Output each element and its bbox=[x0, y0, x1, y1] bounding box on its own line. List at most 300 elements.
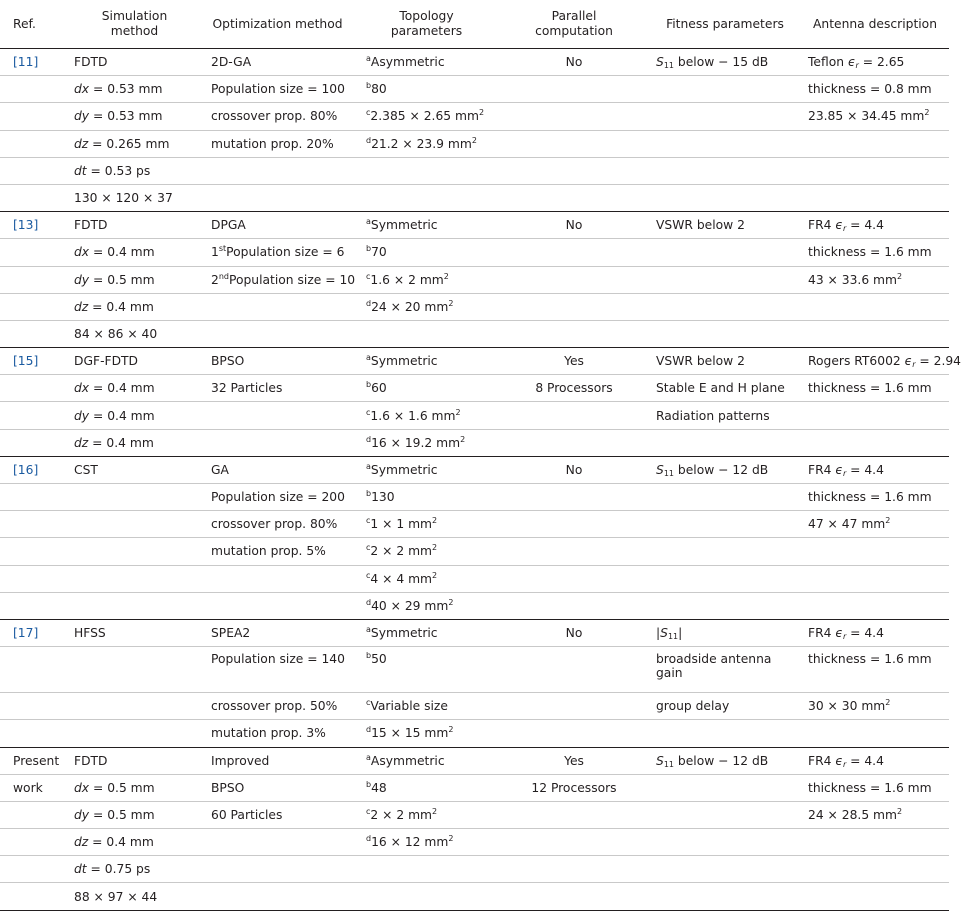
parallel-value: Yes bbox=[564, 753, 584, 768]
table-row bbox=[0, 76, 949, 103]
optimization-value: mutation prop. 3% bbox=[211, 726, 326, 741]
header-parallel-computation: Parallel computation bbox=[499, 0, 649, 49]
topology-cell bbox=[354, 883, 499, 910]
footnote-marker: d bbox=[366, 834, 372, 844]
simulation-value: FDTD bbox=[74, 55, 108, 70]
optimization-value: mutation prop. 5% bbox=[211, 544, 326, 559]
fitness-cell bbox=[649, 320, 801, 347]
ref-cell bbox=[0, 484, 68, 511]
ref-cell[interactable] bbox=[0, 619, 68, 646]
topology-value: 16 × 12 $mm^2$ bbox=[371, 834, 454, 850]
footnote-marker: c bbox=[366, 698, 371, 708]
fitness-cell bbox=[649, 103, 801, 130]
simulation-value: 130 × 120 × 37 bbox=[74, 191, 173, 206]
optimization-cell bbox=[201, 402, 354, 429]
topology-cell bbox=[354, 348, 499, 375]
table-row bbox=[0, 538, 949, 565]
header-simulation-method: Simulation method bbox=[68, 0, 201, 49]
simulation-cell bbox=[68, 212, 201, 239]
fitness-cell bbox=[649, 239, 801, 266]
parallel-cell bbox=[499, 157, 649, 184]
topology-cell bbox=[354, 103, 499, 130]
fitness-value: $S_{11}$ below − 12 dB bbox=[656, 753, 769, 769]
fitness-cell bbox=[649, 49, 801, 76]
table-row bbox=[0, 693, 949, 720]
topology-value: 2.385 × 2.65 $mm^2$ bbox=[370, 108, 485, 124]
table-row bbox=[0, 829, 949, 856]
topology-value: 15 × 15 $mm^2$ bbox=[371, 725, 454, 741]
simulation-value: dy = 0.4 mm bbox=[74, 408, 155, 423]
antenna-cell bbox=[801, 130, 949, 157]
topology-value: 2 × 2 $mm^2$ bbox=[370, 543, 438, 559]
antenna-value: 43 × 33.6 $mm^2$ bbox=[808, 271, 903, 287]
parallel-cell bbox=[499, 184, 649, 211]
table-row bbox=[0, 212, 949, 239]
footnote-marker: d bbox=[366, 434, 372, 444]
optimization-cell bbox=[201, 429, 354, 456]
simulation-value: HFSS bbox=[74, 626, 106, 641]
footnote-marker: b bbox=[366, 779, 372, 789]
header-fitness-parameters: Fitness parameters bbox=[649, 0, 801, 49]
simulation-value: dx = 0.53 mm bbox=[74, 82, 163, 97]
simulation-value: dx = 0.4 mm bbox=[74, 381, 155, 396]
antenna-cell bbox=[801, 693, 949, 720]
fitness-cell bbox=[649, 774, 801, 801]
fitness-value: broadside antenna gain bbox=[656, 652, 772, 681]
optimization-value: GA bbox=[211, 462, 229, 477]
antenna-cell bbox=[801, 375, 949, 402]
antenna-cell bbox=[801, 856, 949, 883]
simulation-cell bbox=[68, 619, 201, 646]
parallel-cell bbox=[499, 647, 649, 693]
optimization-cell bbox=[201, 293, 354, 320]
footnote-marker: c bbox=[366, 543, 371, 553]
footnote-marker: c bbox=[366, 516, 371, 526]
optimization-cell bbox=[201, 456, 354, 483]
topology-value: 2 × 2 $mm^2$ bbox=[370, 806, 438, 822]
fitness-value: VSWR below 2 bbox=[656, 218, 745, 233]
ref-cell bbox=[0, 157, 68, 184]
optimization-cell bbox=[201, 619, 354, 646]
parallel-cell bbox=[499, 829, 649, 856]
antenna-cell bbox=[801, 49, 949, 76]
table-row bbox=[0, 456, 949, 483]
footnote-marker: a bbox=[366, 353, 371, 363]
simulation-cell bbox=[68, 375, 201, 402]
fitness-cell bbox=[649, 511, 801, 538]
antenna-value: thickness = 1.6 mm bbox=[808, 490, 932, 505]
fitness-cell bbox=[649, 538, 801, 565]
topology-value: 130 bbox=[371, 490, 395, 505]
table-row bbox=[0, 565, 949, 592]
parallel-cell bbox=[499, 103, 649, 130]
topology-cell bbox=[354, 538, 499, 565]
fitness-cell bbox=[649, 720, 801, 747]
antenna-cell bbox=[801, 456, 949, 483]
parallel-cell bbox=[499, 856, 649, 883]
topology-cell bbox=[354, 511, 499, 538]
optimization-cell bbox=[201, 774, 354, 801]
antenna-cell bbox=[801, 266, 949, 293]
reference-link[interactable]: [17] bbox=[13, 626, 39, 641]
optimization-value: 60 Particles bbox=[211, 807, 283, 822]
topology-value: Symmetric bbox=[370, 354, 438, 369]
simulation-value: dt = 0.53 ps bbox=[74, 163, 151, 178]
optimization-value: DPGA bbox=[211, 218, 246, 233]
fitness-value: $S_{11}$ below − 15 dB bbox=[656, 55, 769, 71]
topology-value: 80 bbox=[371, 82, 387, 97]
antenna-value: FR4 $\epsilon_r = 4.4$ bbox=[808, 462, 884, 478]
fitness-cell bbox=[649, 456, 801, 483]
topology-cell bbox=[354, 76, 499, 103]
parallel-cell bbox=[499, 484, 649, 511]
optimization-cell bbox=[201, 484, 354, 511]
topology-cell bbox=[354, 429, 499, 456]
simulation-value: DGF-FDTD bbox=[74, 354, 139, 369]
footnote-marker: a bbox=[366, 461, 371, 471]
antenna-cell bbox=[801, 157, 949, 184]
antenna-cell bbox=[801, 239, 949, 266]
footnote-marker: c bbox=[366, 570, 371, 580]
ref-cell bbox=[0, 103, 68, 130]
antenna-cell bbox=[801, 103, 949, 130]
optimization-cell bbox=[201, 647, 354, 693]
parallel-cell bbox=[499, 774, 649, 801]
antenna-cell bbox=[801, 647, 949, 693]
optimization-cell bbox=[201, 239, 354, 266]
topology-value: Symmetric bbox=[370, 462, 438, 477]
optimization-value: mutation prop. 20% bbox=[211, 136, 334, 151]
footnote-marker: d bbox=[366, 597, 372, 607]
parallel-cell bbox=[499, 293, 649, 320]
topology-cell bbox=[354, 266, 499, 293]
reference-link[interactable]: [15] bbox=[13, 354, 39, 369]
optimization-cell bbox=[201, 592, 354, 619]
ref-cell bbox=[0, 883, 68, 910]
simulation-cell bbox=[68, 883, 201, 910]
simulation-value: dy = 0.53 mm bbox=[74, 109, 163, 124]
antenna-cell bbox=[801, 76, 949, 103]
table-row bbox=[0, 856, 949, 883]
topology-value: 16 × 19.2 $mm^2$ bbox=[371, 434, 466, 450]
topology-cell bbox=[354, 184, 499, 211]
ref-cell bbox=[0, 592, 68, 619]
ref-cell bbox=[0, 693, 68, 720]
antenna-cell bbox=[801, 348, 961, 375]
simulation-value: dy = 0.5 mm bbox=[74, 272, 155, 287]
table-row bbox=[0, 130, 949, 157]
optimization-cell bbox=[201, 266, 354, 293]
optimization-cell bbox=[201, 320, 354, 347]
optimization-value: 2D-GA bbox=[211, 55, 252, 70]
parallel-cell bbox=[499, 592, 649, 619]
header-antenna-description: Antenna description bbox=[801, 0, 949, 49]
topology-cell bbox=[354, 212, 499, 239]
parallel-cell bbox=[499, 883, 649, 910]
ref-cell bbox=[0, 511, 68, 538]
fitness-cell bbox=[649, 856, 801, 883]
antenna-value: thickness = 1.6 mm bbox=[808, 652, 932, 667]
ref-cell[interactable] bbox=[0, 456, 68, 483]
antenna-value: 30 × 30 $mm^2$ bbox=[808, 698, 891, 714]
footnote-marker: c bbox=[366, 407, 371, 417]
simulation-cell bbox=[68, 130, 201, 157]
parallel-value: 12 Processors bbox=[531, 780, 617, 795]
table-row bbox=[0, 157, 949, 184]
topology-value: 1.6 × 2 $mm^2$ bbox=[370, 271, 449, 287]
reference-link[interactable]: [11] bbox=[13, 55, 39, 70]
simulation-value: dz = 0.265 mm bbox=[74, 136, 170, 151]
topology-cell bbox=[354, 829, 499, 856]
simulation-value: dx = 0.5 mm bbox=[74, 780, 155, 795]
topology-value: Asymmetric bbox=[370, 753, 445, 768]
footnote-marker: d bbox=[366, 298, 372, 308]
optimization-cell bbox=[201, 883, 354, 910]
optimization-cell bbox=[201, 157, 354, 184]
footnote-marker: a bbox=[366, 54, 371, 64]
reference-link[interactable]: [13] bbox=[13, 218, 39, 233]
parallel-value: No bbox=[565, 462, 583, 477]
simulation-cell bbox=[68, 511, 201, 538]
topology-cell bbox=[354, 402, 499, 429]
fitness-cell bbox=[649, 829, 801, 856]
fitness-cell bbox=[649, 592, 801, 619]
optimization-cell bbox=[201, 538, 354, 565]
topology-value: Symmetric bbox=[370, 218, 438, 233]
table-row bbox=[0, 883, 949, 910]
topology-cell bbox=[354, 484, 499, 511]
ref-cell[interactable] bbox=[0, 348, 68, 375]
antenna-cell bbox=[801, 212, 949, 239]
table-row bbox=[0, 402, 949, 429]
antenna-cell bbox=[801, 801, 949, 828]
antenna-cell bbox=[801, 720, 949, 747]
simulation-value: FDTD bbox=[74, 753, 108, 768]
topology-cell bbox=[354, 720, 499, 747]
topology-value: 70 bbox=[371, 245, 387, 260]
parallel-cell bbox=[499, 266, 649, 293]
topology-cell bbox=[354, 130, 499, 157]
header-optimization-method: Optimization method bbox=[201, 0, 354, 49]
simulation-cell bbox=[68, 76, 201, 103]
antenna-cell bbox=[801, 883, 949, 910]
parallel-cell bbox=[499, 429, 649, 456]
simulation-cell bbox=[68, 801, 201, 828]
table-row bbox=[0, 619, 949, 646]
simulation-cell bbox=[68, 157, 201, 184]
simulation-value: CST bbox=[74, 462, 98, 477]
footnote-marker: c bbox=[366, 806, 371, 816]
parallel-cell bbox=[499, 375, 649, 402]
topology-value: 60 bbox=[371, 381, 387, 396]
footnote-marker: b bbox=[366, 244, 372, 254]
simulation-cell bbox=[68, 647, 201, 693]
topology-cell bbox=[354, 647, 499, 693]
simulation-cell bbox=[68, 266, 201, 293]
antenna-value: thickness = 1.6 mm bbox=[808, 381, 932, 396]
optimization-cell bbox=[201, 801, 354, 828]
optimization-value: SPEA2 bbox=[211, 626, 251, 641]
header-ref: Ref. bbox=[0, 0, 68, 49]
parallel-cell bbox=[499, 720, 649, 747]
simulation-value: dz = 0.4 mm bbox=[74, 435, 154, 450]
ref-cell bbox=[0, 829, 68, 856]
footnote-marker: a bbox=[366, 752, 371, 762]
antenna-value: thickness = 0.8 mm bbox=[808, 82, 932, 97]
parallel-cell bbox=[499, 801, 649, 828]
parallel-value: No bbox=[565, 626, 583, 641]
parallel-cell bbox=[499, 239, 649, 266]
table-row bbox=[0, 239, 949, 266]
parallel-cell bbox=[499, 49, 649, 76]
table-row bbox=[0, 375, 949, 402]
parallel-cell bbox=[499, 747, 649, 774]
fitness-value: $S_{11}$ below − 12 dB bbox=[656, 462, 769, 478]
simulation-value: dy = 0.5 mm bbox=[74, 807, 155, 822]
optimization-value: Population size = 200 bbox=[211, 490, 345, 505]
topology-cell bbox=[354, 49, 499, 76]
optimization-cell bbox=[201, 49, 354, 76]
simulation-value: dt = 0.75 ps bbox=[74, 862, 151, 877]
table-row bbox=[0, 592, 949, 619]
simulation-cell bbox=[68, 592, 201, 619]
ref-cell bbox=[0, 76, 68, 103]
fitness-value: Radiation patterns bbox=[656, 408, 770, 423]
table-row bbox=[0, 801, 949, 828]
fitness-cell bbox=[649, 402, 801, 429]
antenna-cell bbox=[801, 538, 949, 565]
simulation-value: dz = 0.4 mm bbox=[74, 835, 154, 850]
optimization-cell bbox=[201, 76, 354, 103]
optimization-value: 1stPopulation size = 6 bbox=[211, 244, 345, 260]
optimization-cell bbox=[201, 693, 354, 720]
simulation-value: 88 × 97 × 44 bbox=[74, 889, 158, 904]
simulation-value: dz = 0.4 mm bbox=[74, 299, 154, 314]
table-row bbox=[0, 266, 949, 293]
antenna-cell bbox=[801, 184, 949, 211]
simulation-cell bbox=[68, 720, 201, 747]
parallel-cell bbox=[499, 565, 649, 592]
footnote-marker: c bbox=[366, 271, 371, 281]
ref-cell bbox=[0, 538, 68, 565]
topology-cell bbox=[354, 456, 499, 483]
footnote-marker: c bbox=[366, 108, 371, 118]
ref-cell bbox=[0, 429, 68, 456]
antenna-cell bbox=[801, 429, 949, 456]
fitness-cell bbox=[649, 747, 801, 774]
topology-cell bbox=[354, 157, 499, 184]
topology-cell bbox=[354, 592, 499, 619]
optimization-cell bbox=[201, 348, 354, 375]
topology-value: Symmetric bbox=[370, 626, 438, 641]
ref-cell bbox=[0, 266, 68, 293]
simulation-value: dx = 0.4 mm bbox=[74, 245, 155, 260]
ref-cell bbox=[0, 801, 68, 828]
parallel-cell bbox=[499, 348, 649, 375]
antenna-cell bbox=[801, 829, 949, 856]
antenna-value: 23.85 × 34.45 $mm^2$ bbox=[808, 108, 930, 124]
fitness-cell bbox=[649, 266, 801, 293]
fitness-cell bbox=[649, 348, 801, 375]
footnote-marker: a bbox=[366, 625, 371, 635]
fitness-value: $|S_{11}|$ bbox=[656, 626, 683, 642]
simulation-cell bbox=[68, 747, 201, 774]
simulation-cell bbox=[68, 538, 201, 565]
ref-cell bbox=[0, 320, 68, 347]
optimization-value: crossover prop. 80% bbox=[211, 517, 338, 532]
antenna-cell bbox=[801, 565, 949, 592]
topology-cell bbox=[354, 239, 499, 266]
ref-cell[interactable] bbox=[0, 212, 68, 239]
table-row bbox=[0, 103, 949, 130]
simulation-cell bbox=[68, 456, 201, 483]
optimization-value: Population size = 140 bbox=[211, 652, 345, 667]
optimization-value: crossover prop. 80% bbox=[211, 109, 338, 124]
parallel-cell bbox=[499, 130, 649, 157]
fitness-value: VSWR below 2 bbox=[656, 354, 745, 369]
topology-cell bbox=[354, 774, 499, 801]
antenna-cell bbox=[801, 320, 949, 347]
ref-cell bbox=[0, 856, 68, 883]
fitness-cell bbox=[649, 565, 801, 592]
table-row bbox=[0, 320, 949, 347]
footnote-marker: d bbox=[366, 135, 372, 145]
topology-cell bbox=[354, 801, 499, 828]
optimization-value: BPSO bbox=[211, 780, 245, 795]
ref-cell bbox=[0, 402, 68, 429]
fitness-value: Stable E and H plane bbox=[656, 381, 785, 396]
simulation-cell bbox=[68, 184, 201, 211]
simulation-cell bbox=[68, 293, 201, 320]
parallel-cell bbox=[499, 511, 649, 538]
optimization-cell bbox=[201, 829, 354, 856]
ref-cell bbox=[0, 747, 68, 774]
antenna-cell bbox=[801, 774, 949, 801]
header-topology-parameters: Topology parameters bbox=[354, 0, 499, 49]
topology-cell bbox=[354, 619, 499, 646]
simulation-value: 84 × 86 × 40 bbox=[74, 326, 158, 341]
antenna-cell bbox=[801, 511, 949, 538]
fitness-cell bbox=[649, 184, 801, 211]
antenna-value: 47 × 47 $mm^2$ bbox=[808, 516, 891, 532]
simulation-cell bbox=[68, 348, 201, 375]
topology-value: 21.2 × 23.9 $mm^2$ bbox=[371, 135, 477, 151]
optimization-cell bbox=[201, 747, 354, 774]
table-row bbox=[0, 49, 949, 76]
fitness-cell bbox=[649, 375, 801, 402]
reference-link[interactable]: [16] bbox=[13, 462, 39, 477]
topology-value: 1.6 × 1.6 $mm^2$ bbox=[370, 407, 461, 423]
simulation-value: FDTD bbox=[74, 218, 108, 233]
table-row bbox=[0, 429, 949, 456]
simulation-cell bbox=[68, 565, 201, 592]
topology-cell bbox=[354, 693, 499, 720]
topology-value: 1 × 1 $mm^2$ bbox=[370, 516, 438, 532]
optimization-value: Improved bbox=[211, 753, 270, 768]
fitness-cell bbox=[649, 76, 801, 103]
ref-cell[interactable] bbox=[0, 49, 68, 76]
topology-cell bbox=[354, 856, 499, 883]
fitness-cell bbox=[649, 429, 801, 456]
parallel-value: 8 Processors bbox=[535, 381, 613, 396]
simulation-cell bbox=[68, 320, 201, 347]
footnote-marker: b bbox=[366, 651, 372, 661]
parallel-cell bbox=[499, 619, 649, 646]
parallel-value: No bbox=[565, 218, 583, 233]
ref-cell bbox=[0, 647, 68, 693]
optimization-value: Population size = 100 bbox=[211, 82, 345, 97]
parallel-value: Yes bbox=[564, 354, 584, 369]
